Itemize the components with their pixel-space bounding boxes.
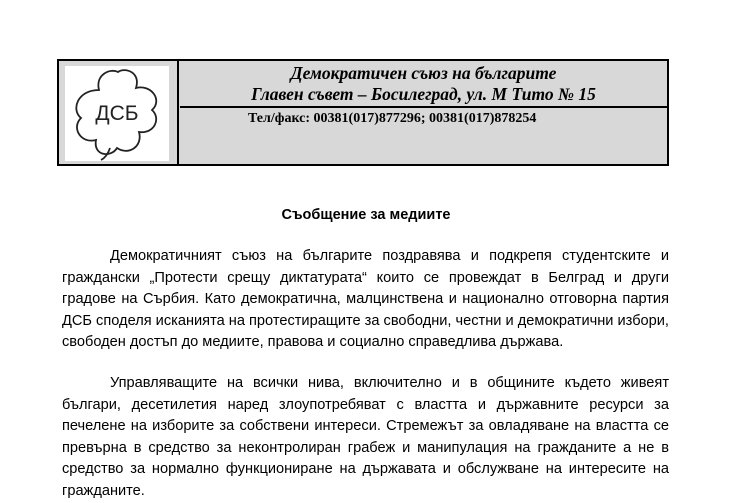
clover-logo-icon — [65, 66, 169, 161]
contact-row — [180, 110, 667, 165]
org-address: Главен съвет – Босилеград, ул. М Тито № 15 — [251, 84, 596, 104]
letterhead — [57, 59, 669, 166]
org-name: Демократичен съюз на българите — [290, 63, 557, 83]
logo-cell — [59, 61, 179, 164]
org-header — [180, 61, 667, 108]
paragraph-1: Демократичният съюз на българите поздравява и подкрепя студентските и граждански „Протести срещу диктатурата“ които се провеждат в Белград и други градове на Сърбия. Като демократична, малцинствена и национално отговорна партия ДСБ споделя исканията на протестиращите за свободни, честни и демократични избори, свободен достъп до медиите, правова и социално справедлива държава. — [62, 248, 669, 351]
logo-text: ДСБ — [95, 102, 139, 125]
document-title: Съобщение за медиите — [281, 207, 451, 223]
logo — [65, 66, 169, 161]
paragraph-2: Управляващите на всички нива, включително и в общините където живеят българи, десетилетия наред злоупотребяват с властта и държавните ресурси за печелене на изборите за собствени интереси. Стремежът за овладяване на властта се превърна в средство за неконтролиран грабеж и манипулация на гражданите а не в средство за нормално функциониране на държавата и обслужване на интересите на гражданите. — [62, 375, 669, 499]
contact-info: Тел/факс: 00381(017)877296; 00381(017)878254 — [248, 111, 537, 126]
